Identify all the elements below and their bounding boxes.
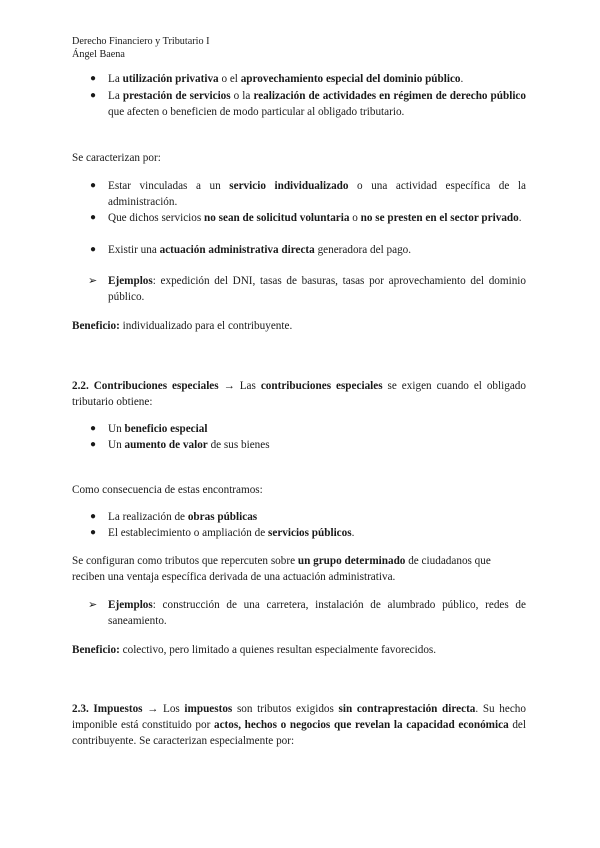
arrow-bullet-icon: ➢	[88, 599, 98, 611]
list-item: ● Un beneficio especial	[90, 421, 526, 437]
section-2-2-paragraph: 2.2. Contribuciones especiales → Las contribuciones especiales se exigen cuando el obligado tributario obtiene:	[72, 380, 526, 409]
bullet-icon: ●	[90, 439, 97, 450]
bullet-icon: ●	[90, 423, 97, 434]
bullet-icon: ●	[90, 212, 97, 223]
example-item: ➢ Ejemplos: construcción de una carretera, instalación de alumbrado público, redes de saneamiento.	[88, 599, 526, 628]
list-item: ● El establecimiento o ampliación de servicios públicos.	[90, 525, 526, 541]
list-item: ● Existir una actuación administrativa directa generadora del pago.	[90, 242, 526, 258]
list-item: ● Un aumento de valor de sus bienes	[90, 437, 526, 453]
list-item: ● La realización de obras públicas	[90, 509, 526, 525]
example-item: ➢ Ejemplos: expedición del DNI, tasas de basuras, tasas por aprovechamiento del dominio público.	[88, 275, 526, 304]
bullet-icon: ●	[90, 511, 97, 522]
section-heading: 2.2. Contribuciones especiales	[72, 380, 219, 392]
course-title: Derecho Financiero y Tributario I	[72, 36, 210, 47]
author-name: Ángel Baena	[72, 49, 125, 61]
bullet-icon: ●	[90, 73, 97, 84]
paragraph: Se configuran como tributos que repercuten sobre un grupo determinado de ciudadanos que reciben una ventaja específica derivada de una actuación administrativa.	[72, 555, 491, 584]
bullet-icon: ●	[90, 90, 97, 101]
page-header	[72, 35, 210, 62]
paragraph: Como consecuencia de estas encontramos:	[72, 484, 263, 496]
benefit-paragraph: Beneficio: individualizado para el contribuyente.	[72, 320, 293, 332]
list-item: ● Que dichos servicios no sean de solicitud voluntaria o no se presten en el sector privado.	[90, 210, 526, 226]
bullet-icon: ●	[90, 527, 97, 538]
list-item: ● Estar vinculadas a un servicio individualizado o una actividad específica de la administración.	[90, 180, 526, 209]
list-item: ● La utilización privativa o el aprovechamiento especial del dominio público.	[90, 71, 526, 87]
arrow-bullet-icon: ➢	[88, 275, 98, 287]
bullet-icon: ●	[90, 244, 97, 255]
benefit-paragraph: Beneficio: colectivo, pero limitado a quienes resultan especialmente favorecidos.	[72, 644, 437, 656]
paragraph: Se caracterizan por:	[72, 152, 161, 164]
section-2-3-paragraph: 2.3. Impuestos → Los impuestos son tributos exigidos sin contraprestación directa. Su hecho imponible está constituido por actos, hechos o negocios que revelan la capacidad económica del contribuyente. Se caracterizan especialmente por:	[72, 703, 526, 748]
bullet-icon: ●	[90, 180, 97, 191]
section-heading: 2.3. Impuestos	[72, 703, 143, 715]
list-item: ● La prestación de servicios o la realización de actividades en régimen de derecho público que afecten o beneficien de modo particular al obligado tributario.	[90, 90, 526, 119]
